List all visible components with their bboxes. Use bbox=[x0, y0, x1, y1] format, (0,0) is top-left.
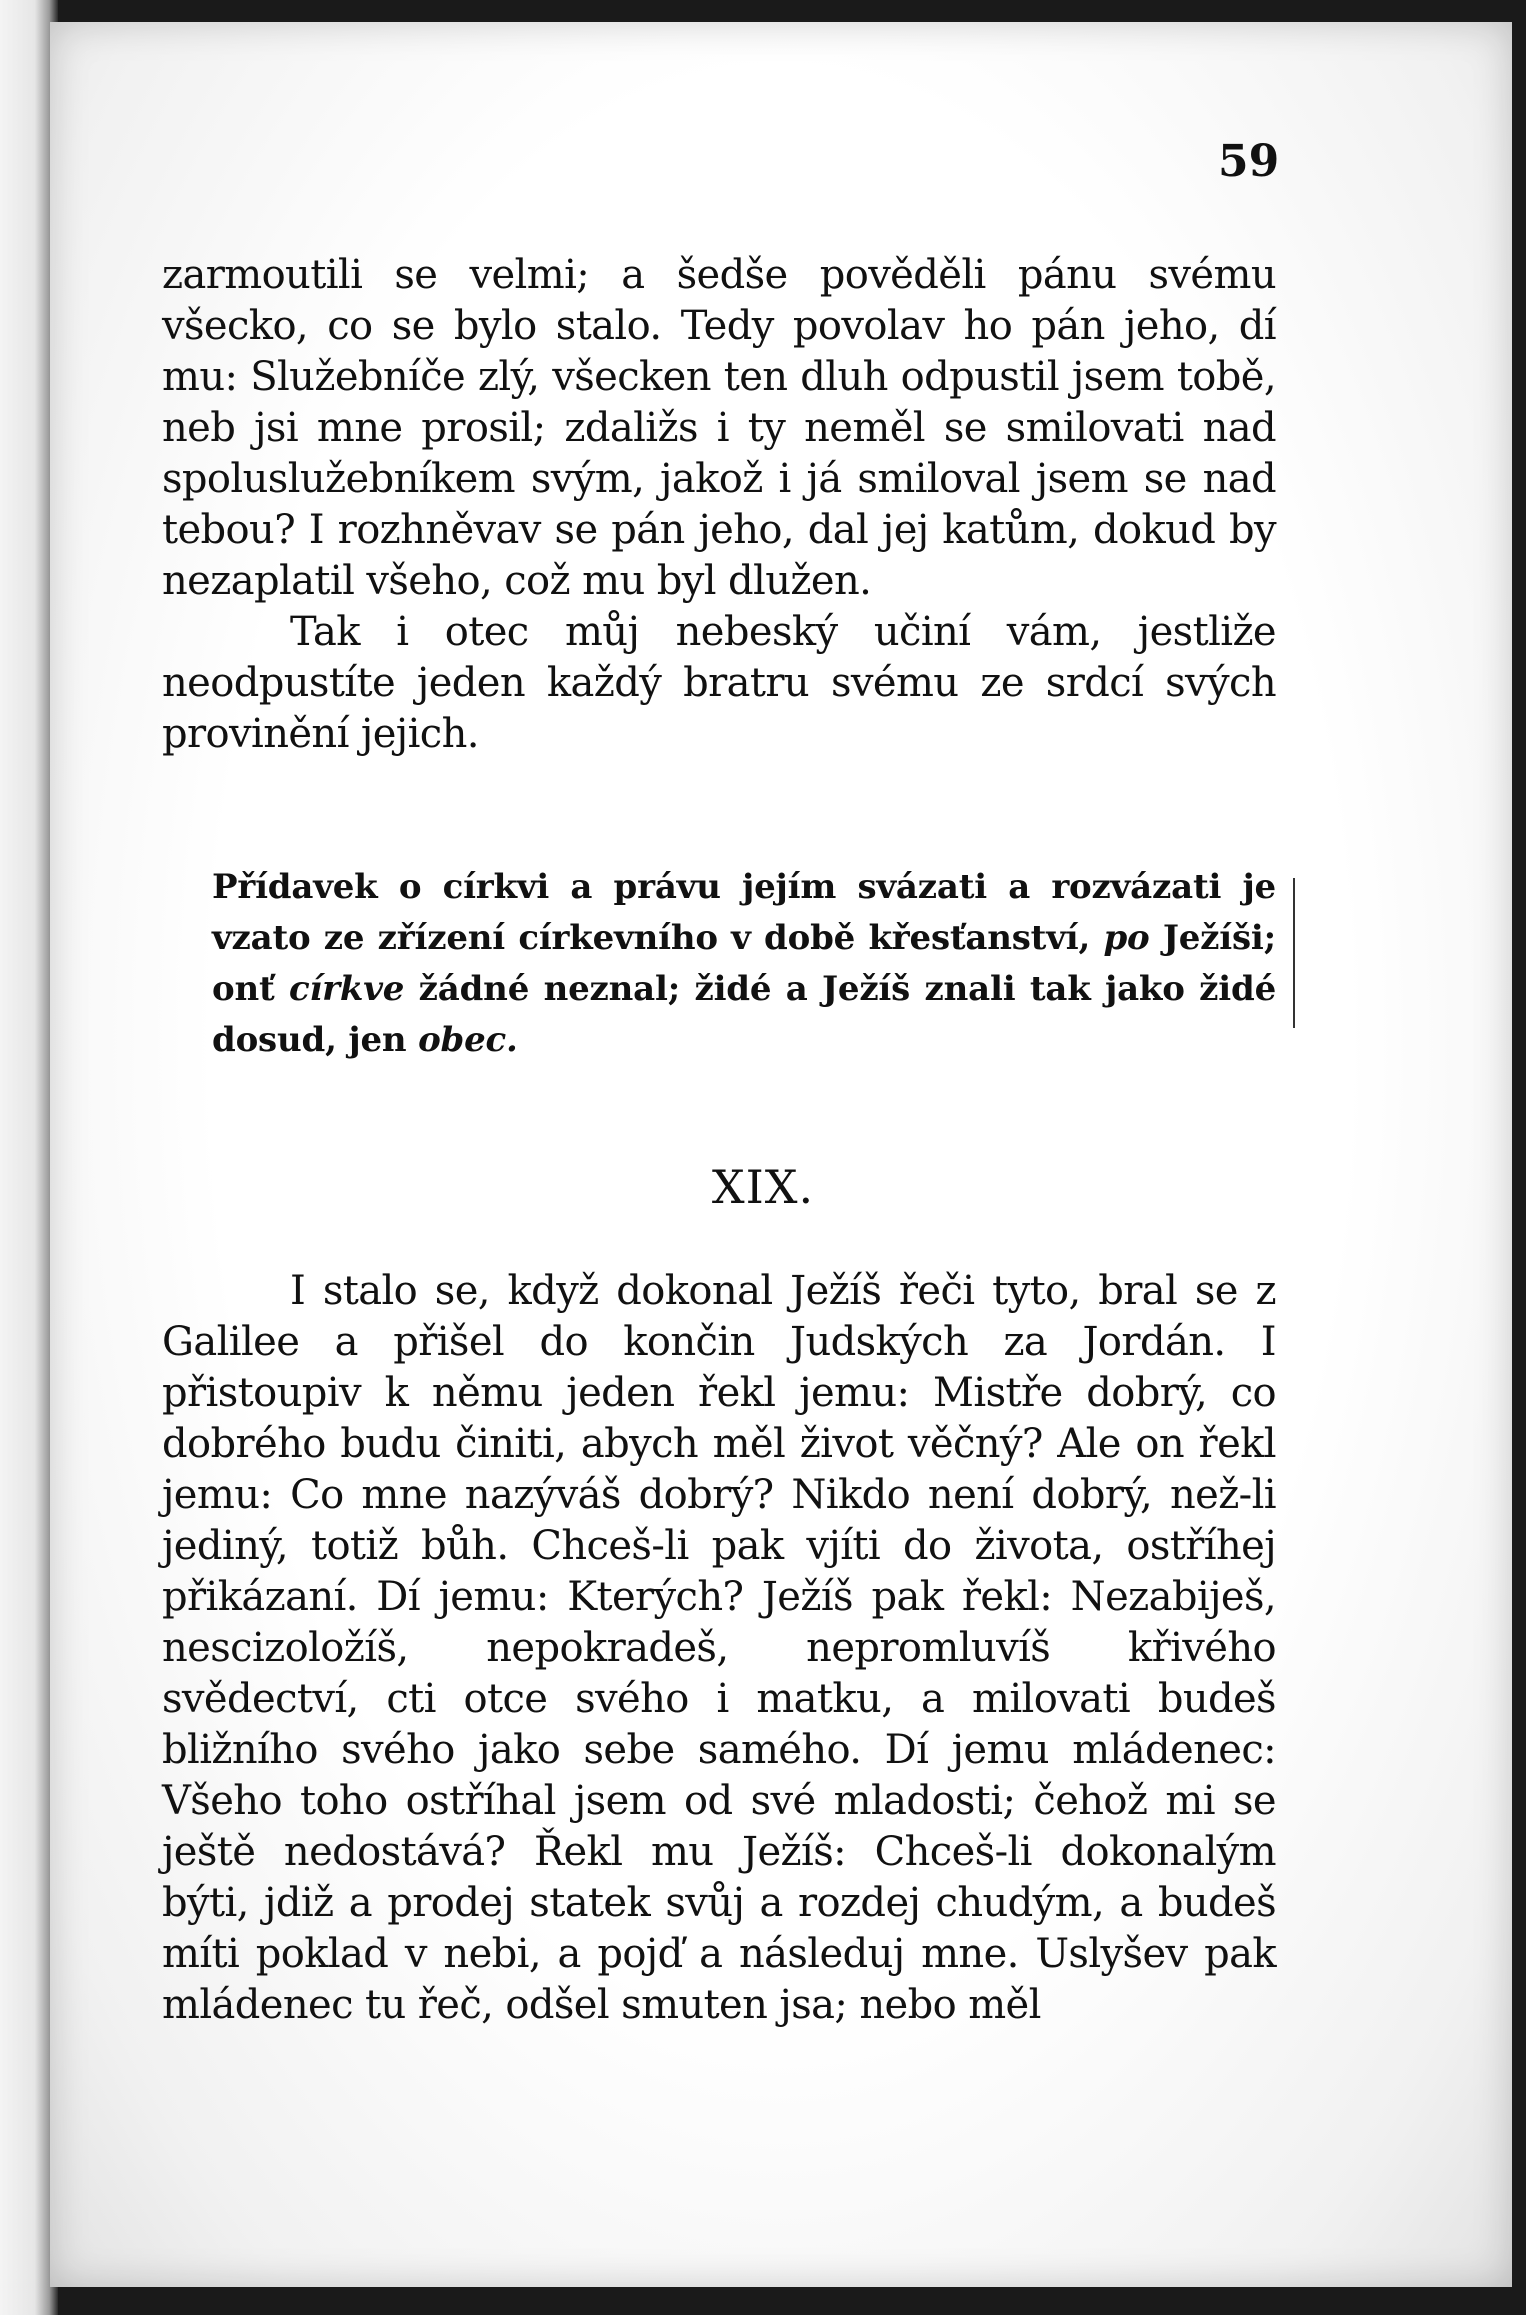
note-part-1: Přídavek o církvi a právu jejím svázati a rozvázati je vzato ze zřízení církevního v době křesťanství, bbox=[212, 867, 1276, 958]
editorial-note bbox=[212, 862, 1276, 1066]
note-paragraph bbox=[212, 862, 1276, 1066]
text-block-1 bbox=[162, 250, 1276, 760]
note-italic-3: obec. bbox=[418, 1020, 518, 1060]
note-italic-2: církve bbox=[288, 969, 405, 1009]
note-part-3: žádné neznal; židé a Ježíš znali tak jako židé dosud, jen bbox=[212, 969, 1277, 1060]
paragraph-1: zarmoutili se velmi; a šedše pověděli pánu svému všecko, co se bylo stalo. Tedy povolav ho pán jeho, dí mu: Služebníče zlý, všecken ten dluh odpustil jsem tobě, neb jsi mne prosil; zdaližs i ty neměl se smilovati nad spoluslužebníkem svým, jakož i já smiloval jsem se nad tebou? I rozhněvav se pán jeho, dal jej katům, dokud by nezaplatil všeho, což mu byl dlužen. bbox=[162, 252, 1276, 604]
page-number: 59 bbox=[1218, 136, 1280, 187]
note-part-2: Ježíši; onť bbox=[212, 918, 1276, 1009]
paragraph-2: Tak i otec můj nebeský učiní vám, jestliže neodpustíte jeden každý bratru svému ze srdcí svých provinění jejich. bbox=[162, 609, 1276, 757]
note-bracket bbox=[1289, 878, 1295, 1028]
chapter-heading: XIX. bbox=[711, 1160, 815, 1214]
note-italic-1: po bbox=[1103, 918, 1150, 958]
paragraph-3: I stalo se, když dokonal Ježíš řeči tyto, bral se z Galilee a přišel do končin Judských za Jordán. I přistoupiv k němu jeden řekl jemu: Mistře dobrý, co dobrého budu činiti, abych měl život věčný? Ale on řekl jemu: Co mne nazýváš dobrý? Nikdo není dobrý, než-li jediný, totiž bůh. Chceš-li pak vjíti do života, ostříhej přikázaní. Dí jemu: Kterých? Ježíš pak řekl: Nezabiješ, nescizoložíš, nepokradeš, nepromluvíš křivého svědectví, cti otce svého i matku, a milovati budeš bližního svého jako sebe samého. Dí jemu mládenec: Všeho toho ostříhal jsem od své mladosti; čehož mi se ještě nedostává? Řekl mu Ježíš: Chceš-li dokonalým býti, jdiž a prodej statek svůj a rozdej chudým, a budeš míti poklad v nebi, a pojď a následuj mne. Uslyšev pak mládenec tu řeč, odšel smuten jsa; nebo měl bbox=[162, 1268, 1276, 2028]
text-block-2 bbox=[162, 1266, 1276, 2031]
